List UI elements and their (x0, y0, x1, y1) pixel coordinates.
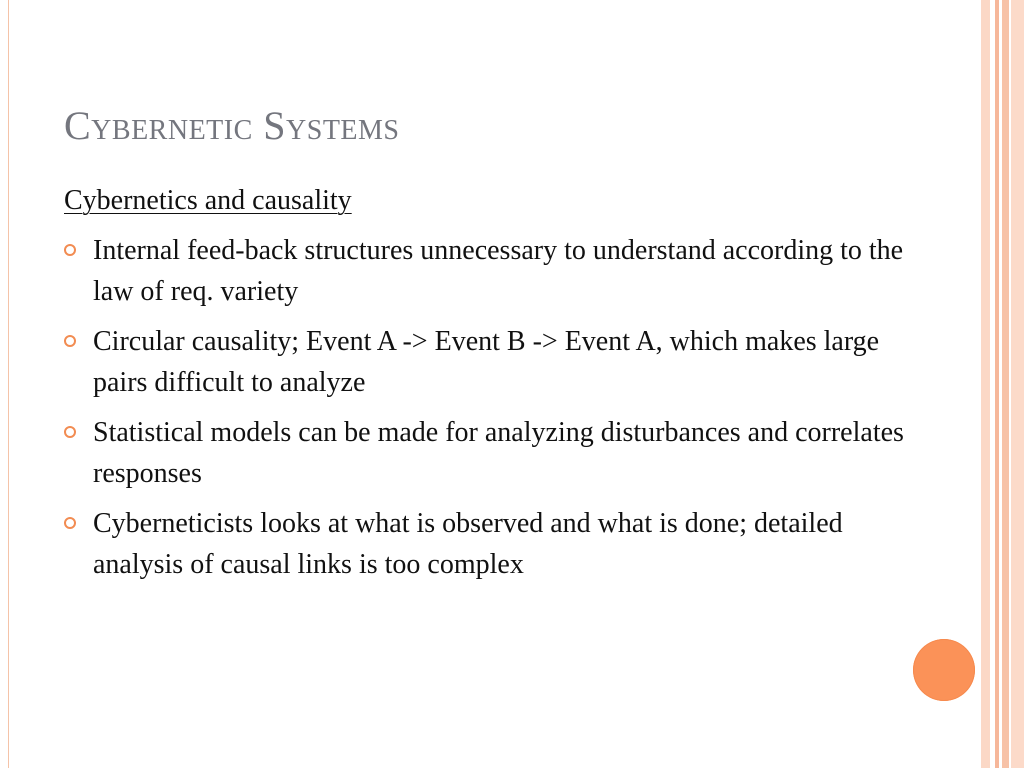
slide-title: Cybernetic Systems (64, 103, 400, 148)
bullet-ring-icon (64, 517, 76, 529)
slide-body (64, 180, 904, 594)
orange-circle-decoration (913, 639, 975, 701)
bullet-ring-icon (64, 244, 76, 256)
bullet-text: Circular causality; Event A -> Event B -> Event A, which makes large pairs difficult to analyze (93, 326, 880, 398)
slide-left-border (8, 0, 9, 768)
section-subheading: Cybernetics and causality (64, 185, 352, 216)
bullet-list (64, 230, 904, 585)
bullet-ring-icon (64, 426, 76, 438)
bullet-ring-icon (64, 335, 76, 347)
bullet-text: Statistical models can be made for analyzing disturbances and correlates responses (93, 417, 904, 489)
bullet-text: Cyberneticists looks at what is observed and what is done; detailed analysis of causal links is too complex (93, 508, 843, 580)
bullet-item (64, 321, 904, 403)
bullet-text: Internal feed-back structures unnecessary to understand according to the law of req. variety (93, 235, 904, 307)
bullet-item (64, 230, 904, 312)
bullet-item (64, 503, 904, 585)
right-stripe-4 (1011, 0, 1024, 768)
right-stripe-3 (1002, 0, 1009, 768)
bullet-item (64, 412, 904, 494)
right-stripe-1 (981, 0, 990, 768)
